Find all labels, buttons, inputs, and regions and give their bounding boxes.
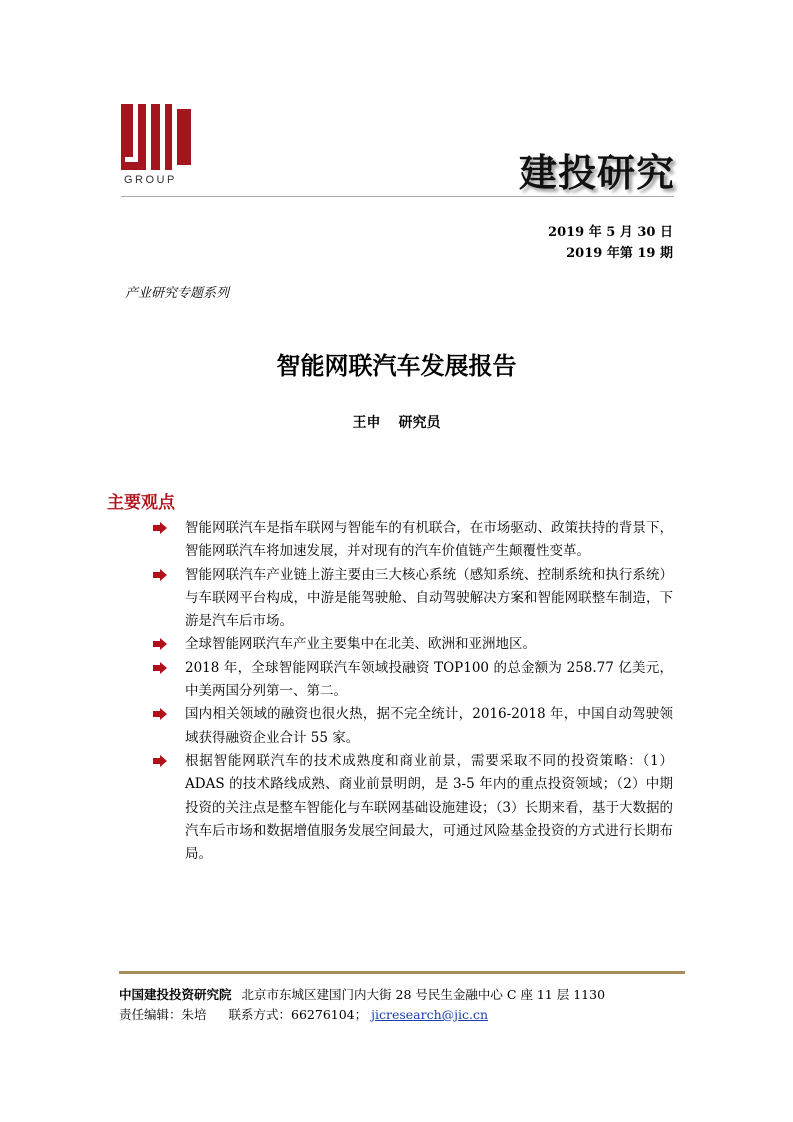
key-point-item [153,517,673,564]
brand-title: 建投研究 [518,150,675,195]
key-point-item [153,703,673,750]
footer-editor: 责任编辑：朱培 [119,1007,207,1022]
key-point-text: 智能网联汽车是指车联网与智能车的有机联合，在市场驱动、政策扶持的背景下，智能网联汽车将加速发展，并对现有的汽车价值链产生颠覆性变革。 [185,520,673,560]
arrow-bullet-icon [153,569,167,581]
issue-block [548,222,673,264]
footer-email-link[interactable]: jicresearch@jic.cn [371,1007,489,1022]
footer-address: 北京市东城区建国门内大街 28 号民生金融中心 C 座 11 层 1130 [241,987,606,1002]
key-points-list [153,517,673,866]
footer-contact: 联系方式：66276104； [228,1007,368,1022]
key-point-text: 国内相关领域的融资也很火热，据不完全统计，2016-2018 年，中国自动驾驶领域获得融资企业合计 55 家。 [185,706,673,746]
key-point-text: 2018 年，全球智能网联汽车领域投融资 TOP100 的总金额为 258.77 亿美元，中美两国分列第一、第二。 [185,659,673,700]
key-point-item [153,750,673,866]
series-label: 产业研究专题系列 [125,286,230,301]
key-point-text: 智能网联汽车产业链上游主要由三大核心系统（感知系统、控制系统和执行系统）与车联网平台构成，中游是能驾驶舱、自动驾驶解决方案和智能网联整车制造，下游是汽车后市场。 [185,566,673,630]
key-point-item [153,564,673,634]
key-point-item [153,633,673,656]
author-name: 王申 [352,415,381,431]
arrow-bullet-icon [153,638,167,650]
arrow-bullet-icon [153,662,167,674]
footer-org: 中国建投投资研究院 [119,987,232,1002]
arrow-bullet-icon [153,755,167,767]
key-point-item [153,657,673,704]
logo-group-text: GROUP [124,174,177,186]
footer-contact-line [119,1005,488,1023]
issue-date: 2019 年 5 月 30 日 [548,225,673,240]
key-point-text: 根据智能网联汽车的技术成熟度和商业前景，需要采取不同的投资策略：（1）ADAS 的技术路线成熟、商业前景明朗，是 3-5 年内的重点投资领域；（2）中期投资的关注点是整车智能化与车联网基础设施建设；（3）长期来看，基于大数据的汽车后市场和数据增值服务发展空间最大，可通过风险基金投资的方式进行长期布局。 [185,752,673,863]
footer-divider [119,971,685,974]
arrow-bullet-icon [153,522,167,534]
issue-number: 2019 年第 19 期 [566,246,673,261]
key-point-text: 全球智能网联汽车产业主要集中在北美、欧洲和亚洲地区。 [185,636,536,653]
key-points-heading: 主要观点 [107,493,175,513]
author-role: 研究员 [398,415,441,431]
report-title: 智能网联汽车发展报告 [276,352,517,380]
footer-address-line [119,985,605,1003]
author-line [0,412,793,432]
header-divider [121,196,674,197]
arrow-bullet-icon [153,708,167,720]
